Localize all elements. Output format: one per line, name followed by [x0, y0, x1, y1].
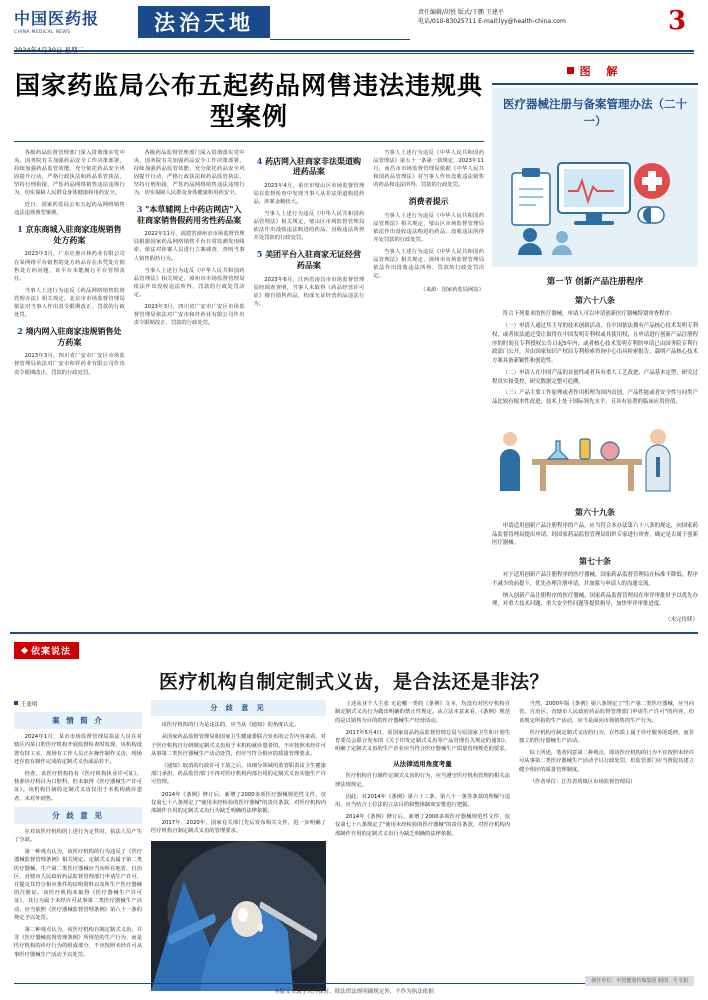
feature-para: 2014年《条例》修订后，新增了2000多项医疗器械规范性文件，仅仅第七十八条规定了"使用未经检验的医疗器械"的责任条款，对医疗机构内部制作自用的定制式义齿行为缺乏明确的法律依据。 — [151, 791, 326, 814]
feature-para: 经查，该医疗机构持有《医疗机构执业许可证》，核准诊疗科目为口腔科，但未取得《医疗器械生产许可证》。该机构自制的定制式义齿仅用于本机构就诊患者，未对外销售。 — [14, 770, 142, 802]
feature-para: 医疗机构自制定制式义齿的行为，在性质上属于诊疗服务的延伸，而非独立的医疗器械生产活动。 — [519, 729, 694, 744]
logo-english-title: CHINA MEDICAL NEWS — [14, 30, 71, 35]
case-title: 境内网入驻商家违规销售处方药案 — [25, 325, 122, 347]
case-title: 京东商城入驻商家违规销售处方药案 — [25, 223, 122, 245]
feature-para: 在对该医疗机构的上述行为定性时，执法人员产生了分歧。 — [14, 828, 142, 843]
feature-para: 上述从业个人主张 无论哪一类的《条例》文本，均没有对医疗机构自制定制式义齿行为做出明确的禁止性规定。从立法本意来看，《条例》规范的是以销售为目的的医疗器械生产经营活动。 — [335, 701, 510, 724]
masthead-credits — [410, 8, 660, 26]
feature-headline: 医疗机构自制定制式义齿，是合法还是非法？ — [158, 671, 549, 694]
feature-subhead: 从法律适用角度考量 — [393, 760, 452, 769]
feature-tag — [14, 642, 79, 659]
case-number: 5 — [256, 249, 263, 260]
lead-para: 近日，国家药监局公布五起药品网络销售违法违规典型案例。 — [14, 201, 125, 216]
article-68-para: （三）产品主要工作原理或者作用机理为国内首创，产品性能或者安全性与同类产品比较有根本性改进，技术上处于国际领先水平，且具有显著的临床应用价值。 — [492, 390, 698, 406]
sidebar-title: 医疗器械注册与备案管理办法（二十一） — [503, 97, 687, 128]
feature-para: 第二种观点认为，该医疗机构自制定制式义齿，并非《医疗器械监督管理条例》所规范的生产行为，而是医疗机构的诊疗行为的组成部分，不应按照未经许可从事医疗器械生产活动予以处罚。 — [14, 926, 142, 958]
lead-columns — [14, 149, 484, 381]
contact-line: 电话/010-83025711 E-mail:lyy@health-china.com — [418, 18, 566, 25]
masthead — [10, 0, 698, 54]
feature-para: 2017年5月4日，原国家食品药品监督管理总局与原国家卫生和计划生育委员会联合发布的《关于印发定制式义齿等产品管理有关规定的通知》，明确了定制式义齿的生产企业应当符合医疗器械生产质量管理规范的要求。 — [335, 729, 510, 753]
lab-illustration — [492, 413, 698, 499]
case-para: 2023年6月，江西省南昌市市场监督管理局经调查查明，当事人未取得《药品经营许可证》擅自销售药品，构成无证经营药品违法行为。 — [253, 277, 365, 308]
footer-credit: 制作单位：中国健康传媒集团 制图：牛文娟 — [585, 976, 694, 986]
lead-para: 各级药品监督管理部门深入贯彻落实党中央、国务院有关加强药品安全工作决策部署，持续加强药品监管效能，充分依托药品安全巩固提升行动，严格行政执法和药品监管执法，坚持行刑衔接，严惩药品网络销售违法违规行为，切实保障人民群众身体健康和用药安全。 — [14, 149, 125, 196]
logo-chinese-title: 中国医药报 — [14, 9, 100, 28]
case-heading — [254, 156, 365, 178]
lead-col-1 — [14, 149, 125, 381]
feature-col-3 — [335, 700, 510, 990]
lab-illustration-svg — [492, 413, 682, 499]
feature-col-4 — [519, 700, 694, 990]
dentist-photo — [151, 841, 326, 991]
case-number: 2 — [17, 325, 23, 336]
illustration-svg — [500, 133, 690, 261]
case-para: 2023年3月，四川省广安市广安区市场监督管理局依法对广安市和祥药业有限公司作出责令限期改正、罚款的行政处罚。 — [14, 353, 125, 376]
section-banner: 法治天地 — [138, 6, 270, 38]
case-number: 1 — [17, 223, 23, 234]
case-para: 2023年3月，广东壮惠百林药业有限公司在某网络平台销售的处方药品存在未凭处方销售处方药问题，该平台未能履行平台管理责任。 — [14, 251, 125, 282]
case-para: 当事人上述行为违反《中华人民共和国药品管理法》相关规定，璧山区市场监督管理局依法作出没收违法购进的药品、没收违法所得并处罚款的行政处罚。 — [373, 212, 484, 243]
article-68-para: （一）申请人通过其主导的技术创新活动，在中国依法拥有产品核心技术发明专利权，或者依法通过受让取得在中国发明专利权或其使用权，且申请进行创新产品注册程序的时间在专利授权公告日起5年内；或者核心技术发明专利的申请已由国务院专利行政部门公开，并由国家知识产权局专利检索咨询中心出具检索报告，载明产品核心技术方案具备新颖性和创造性。 — [492, 323, 698, 365]
editor-line: 责任编辑/胡悦 版式/王鹏 王建平 — [418, 9, 504, 16]
feature-columns — [14, 700, 694, 990]
case-title: 药店网入驻商家非法渠道购进药品案 — [265, 155, 362, 177]
sidebar-title-box — [492, 88, 698, 267]
warning-heading: 消费者提示 — [408, 195, 449, 206]
case-number: 4 — [256, 155, 263, 166]
article-68-para: （二）申请人在中国产品的首创性或者具有重大工艺改进，产品基本定型，研究过程真实和受控，研究数据完整可追溯。 — [492, 369, 698, 385]
main-content — [10, 60, 698, 623]
lead-col-2 — [134, 149, 245, 381]
byline — [14, 700, 142, 708]
diamond-icon — [21, 647, 28, 654]
case-para: 当事人上述行为违反《中华人民共和国药品管理法》相关规定，漳州市市场监督管理局依法作出没收违法所得、罚款的行政处罚决定。 — [133, 267, 245, 298]
continued-label: （未完待续） — [664, 617, 698, 624]
sidebar-header-label: 图 解 — [579, 65, 624, 78]
case-para-extra: 2023年3月，四川省广安市广安区市场监督管理局依法对广安市和祥药业有限公司作出责令限期改正、罚款的行政处罚。 — [133, 303, 245, 326]
analysis-banner: 分 歧 意 见 — [14, 807, 142, 824]
sidebar-section-title: 第一节 创新产品注册程序 — [546, 277, 644, 288]
feature-para: 2014年《条例》修订后，新增了2000多项医疗器械规范性文件，仅仅第七十八条规定了"使用未经检验的医疗器械"的责任条款，对医疗机构内部制作自用的定制式义齿行为缺乏明确的法律依据。 — [335, 814, 510, 837]
case-para: 2022年11月，福建省漳州市市场监督管理局根据国家药品网络销售平台日常监测发现线索，依法对涉案人员进行立案调查，查明当事人销售假药行为。 — [133, 231, 245, 262]
feature-para: 综上所述，笔者同意第二种观点，即该医疗机构的行为不宜按照未经许可从事第二类医疗器械生产活动予以行政处罚，但监管部门应当督促其建立健全相应的质量管理制度。 — [519, 750, 694, 773]
feature-para: 该医疗机构的行为是违法的，应当从《通知》的角度认定。 — [161, 722, 300, 729]
feature-attribution: （作者单位：江苏省靖镇区市场监督管理局） — [529, 778, 636, 785]
case-heading — [14, 224, 125, 246]
feature-para: 2024年1月，某市市场监督管理局执法人员在对辖区内某口腔医疗机构开展监督检查时发现，该机构设置有技工室，现场有工作人员正在操作制作义齿，现场还存放有制作完成的定制式义齿成品若干。 — [14, 734, 142, 765]
lead-col-3 — [254, 149, 365, 381]
feature-para: 因此，对2014年《条例》第六十三条、第八十一条等条款的理解与适用，应当结合上位法的立法目的和整体制度安排进行把握。 — [335, 793, 510, 808]
case-para: 当事人上述行为违反《中华人民共和国药品管理法》相关规定，漳州市市场监督管理局依法作出没收违法所得、罚款的行政处罚决定。 — [373, 248, 484, 279]
headline-rule — [14, 141, 484, 142]
case-number: 3 — [136, 203, 143, 214]
masthead-logo — [14, 6, 132, 54]
lead-para-cont: 各级药品监督管理部门深入贯彻落实党中央、国务院有关加强药品安全工作决策部署，持续加强药品监管效能，充分依托药品安全巩固提升行动，严格行政执法和药品监管执法，坚持行刑衔接，严惩药品网络销售违法违规行为，切实保障人民群众身体健康和用药安全。 — [133, 149, 245, 196]
analysis-subbanner: 分 歧 意 见 — [151, 700, 326, 716]
sidebar-header — [492, 60, 698, 83]
lead-article — [14, 60, 484, 623]
article-70-title: 第七十条 — [579, 556, 611, 567]
case-banner: 案 情 简 介 — [14, 712, 142, 729]
lead-col-4 — [373, 149, 484, 381]
case-heading — [14, 326, 125, 348]
case-para: 当事人上述行为违反《中华人民共和国药品管理法》第五十一条第一款规定，2023年11月，南昌市市场监督管理局依据《中华人民共和国药品管理法》对当事人作出没收违法销售的药品和违法所得、罚款的行政处罚。 — [373, 149, 484, 188]
feature-para: 2017年、2020年，国家有关部门先后发布相关文件，进一步明确了医疗机构自制定制式义齿的管理要求。 — [151, 820, 326, 835]
feature-col-1 — [14, 700, 142, 990]
feature-para: 《通知》取消的行政许可下放之后，该细分领域的监管职责由卫生健康部门承担，药品监管部门不再对医疗机构内部自用的定制式义齿实施生产许可管理。 — [151, 762, 326, 786]
feature-para: 医疗机构自行制作定制式义齿的行为，应当遵守医疗机构管理的相关法律法规规定。 — [335, 773, 510, 788]
feature-tag-label: 依案说法 — [31, 647, 72, 658]
sidebar-rule — [492, 83, 698, 85]
square-bullet-icon — [567, 67, 574, 74]
issue-date: 2024年4月30日 星期二 — [14, 46, 85, 54]
article-source: （来源：国家药监局网站） — [420, 286, 484, 293]
feature-para: 第一种观点认为，该医疗机构的行为违反了《医疗器械监督管理条例》相关规定。定制式义齿属于第二类医疗器械，生产第二类医疗器械应当向所在地省、自治区、直辖市人民政府药品监督管理部门申请生产许可，并提交其符合相应条件的证明资料以及所生产医疗器械的注册证。该医疗机构未取得《医疗器械生产许可证》，其行为属于未经许可从事第二类医疗器械生产活动，应当依照《医疗器械监督管理条例》第八十一条的规定予以处罚。 — [14, 849, 142, 921]
case-para: 当事人上述行为违反《中华人民共和国药品管理法》相关规定，璧山区市场监督管理局依法作出没收违法购进的药品、没收违法所得并处罚款的行政处罚。 — [253, 211, 365, 242]
case-para: 2023年4月，重庆市璧山区市场监督管理局在监督检查中发现当事人从非法渠道购进药品，涉案金额较大。 — [253, 183, 365, 206]
byline-bullet-icon — [14, 701, 18, 705]
article-69-para: 申请适用创新产品注册程序的产品，应当符合本办法第六十八条的规定，向国家药品监督管理局提出申请。经国家药品监督管理局组织专家进行审查，确定是否属于创新医疗器械。 — [492, 522, 698, 547]
case-title: "本草辅网上中药店网店"入驻商家销售假药用劣性药品案 — [137, 203, 242, 225]
feature-para: 当然，2000年版《条例》第八条规定了"生产第二类医疗器械，应当向省、自治区、直辖市人民政府药品监督管理部门申请生产许可"的内容，但该规定所指的生产活动，应当是面向市场销售的生产行为。 — [519, 701, 694, 724]
footer-credit-wrap — [585, 977, 694, 984]
case-title: 美团平台入驻商家无证经营药品案 — [265, 249, 362, 271]
feature-para: 从国家药品监督管理局和国家卫生健康委联合发布的公告内容来看，对于医疗机构自行研制定制式义齿用于本机构就诊患者的，不应按照未经许可从事第二类医疗器械生产活动处罚，但应当符合相应的质量管理要求。 — [151, 734, 326, 757]
case-heading — [134, 204, 245, 226]
case-heading — [254, 249, 365, 271]
feature-article — [10, 632, 698, 990]
article-68-title: 第六十八条 — [575, 295, 615, 306]
article-70-para: 纳入创新产品注册程序的医疗器械，国家药品监督管理局在审评审批时予以优先办理，对重大技术问题、重大安全性问题等提供指导，加快审评审批进度。 — [492, 592, 698, 608]
article-68-para: 符合下列要求的医疗器械，申请人可以申请创新医疗器械特别审查程序： — [502, 311, 676, 318]
footer-disclaimer: 本版文章属学术性探讨，除法律法规明确规定外，不作为执法依据 — [274, 989, 434, 995]
sidebar-infographic — [492, 60, 698, 623]
medical-device-illustration — [500, 133, 690, 261]
article-70-para: 对于适用创新产品注册程序的医疗器械，国家药品监督管理局在标准不降低、程序不减少的前提下，优先办理注册申请，并加强与申请人的沟通交流。 — [492, 572, 698, 587]
page-number: 3 — [667, 6, 687, 36]
dentist-photo-svg — [151, 841, 326, 991]
case-para: 当事人上述行为违反《药品网络销售监督管理办法》相关规定，北京市市场监督管理局依法对当事人作出责令限期改正、罚款的行政处罚。 — [14, 287, 125, 318]
article-69-title: 第六十九条 — [575, 506, 615, 517]
masthead-divider — [270, 39, 410, 40]
byline-author: 王张明 — [21, 702, 38, 709]
feature-col-2 — [151, 700, 326, 990]
page-title: 国家药监局公布五起药品网售违法违规典型案例 — [14, 71, 483, 132]
